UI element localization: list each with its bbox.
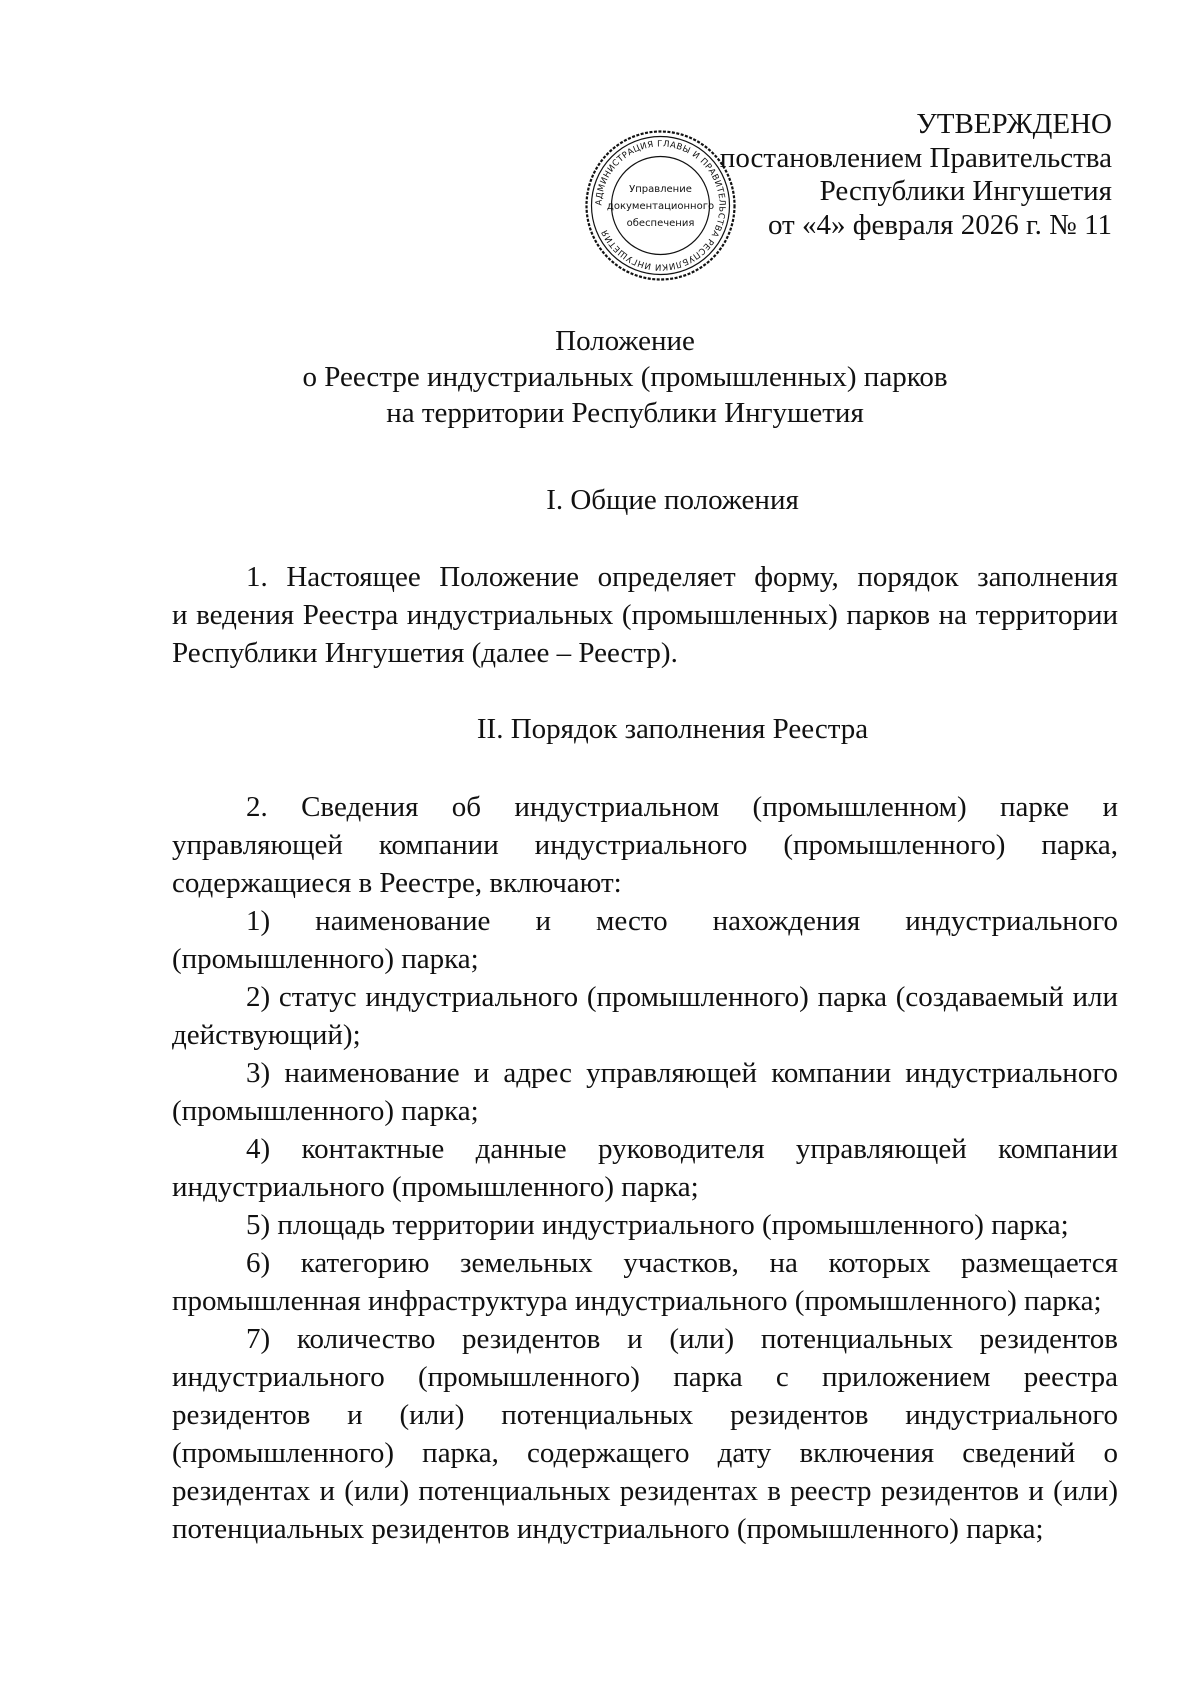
title-line: Положение <box>555 325 695 357</box>
approval-line: УТВЕРЖДЕНО <box>916 108 1112 140</box>
list-item-line: 3) наименование и адрес управляющей компании индустриального <box>246 1057 1118 1089</box>
list-item-line: действующий); <box>172 1019 361 1051</box>
list-item-line: индустриального (промышленного) парка; <box>172 1171 699 1203</box>
list-item-line: резидентов и (или) потенциальных резидентов индустриального <box>172 1399 1118 1431</box>
approval-block <box>720 108 1112 242</box>
text-line: 2. Сведения об индустриальном (промышленном) парке и <box>246 791 1118 823</box>
text-line: и ведения Реестра индустриальных (промышленных) парков на территории <box>172 599 1118 631</box>
list-item-line: 4) контактные данные руководителя управляющей компании <box>246 1133 1118 1165</box>
document-title <box>0 323 1200 431</box>
approval-line: Республики Ингушетия <box>819 175 1112 207</box>
title-line: на территории Республики Ингушетия <box>386 397 864 429</box>
list-item-line: потенциальных резидентов индустриального (промышленного) парка; <box>172 1513 1044 1545</box>
list-item-line: резидентах и (или) потенциальных резидентах в реестр резидентов и (или) <box>172 1475 1118 1507</box>
list-item-line: 7) количество резидентов и (или) потенциальных резидентов <box>246 1323 1118 1355</box>
text-line: содержащиеся в Реестре, включают: <box>172 867 622 899</box>
section-body <box>172 558 1118 672</box>
section-body <box>172 788 1118 1548</box>
official-seal-stamp <box>583 128 738 283</box>
seal-center-line: Управление <box>629 184 692 195</box>
text-line: 1. Настоящее Положение определяет форму, порядок заполнения <box>246 561 1118 593</box>
approval-line: постановлением Правительства <box>719 141 1112 174</box>
seal-center-line: обеспечения <box>626 218 695 229</box>
list-item-line: 2) статус индустриального (промышленного) парка (создаваемый или <box>246 981 1118 1013</box>
list-item-line: индустриального (промышленного) парка с приложением реестра <box>172 1361 1118 1393</box>
title-line: о Реестре индустриальных (промышленных) парков <box>302 361 948 393</box>
seal-outer-text: АДМИНИСТРАЦИЯ ГЛАВЫ И ПРАВИТЕЛЬСТВА РЕСПУБЛИКИ ИНГУШЕТИЯ <box>594 139 727 272</box>
list-item-line: (промышленного) парка, содержащего дату включения сведений о <box>172 1437 1118 1469</box>
section-heading: I. Общие положения <box>546 484 799 516</box>
list-item-line: 5) площадь территории индустриального (промышленного) парка; <box>246 1209 1069 1241</box>
list-item-line: 6) категорию земельных участков, на которых размещается <box>246 1247 1118 1279</box>
list-item-line: (промышленного) парка; <box>172 943 479 975</box>
list-item-line: промышленная инфраструктура индустриального (промышленного) парка; <box>172 1285 1102 1317</box>
list-item-line: (промышленного) парка; <box>172 1095 479 1127</box>
section-heading: II. Порядок заполнения Реестра <box>476 713 869 745</box>
approval-line: от «4» февраля 2026 г. № 11 <box>767 208 1112 241</box>
text-line: управляющей компании индустриального (промышленного) парка, <box>172 829 1118 861</box>
seal-center-line: документационного <box>606 201 715 212</box>
text-line: Республики Ингушетия (далее – Реестр). <box>172 637 678 669</box>
list-item-line: 1) наименование и место нахождения индустриального <box>246 905 1118 937</box>
